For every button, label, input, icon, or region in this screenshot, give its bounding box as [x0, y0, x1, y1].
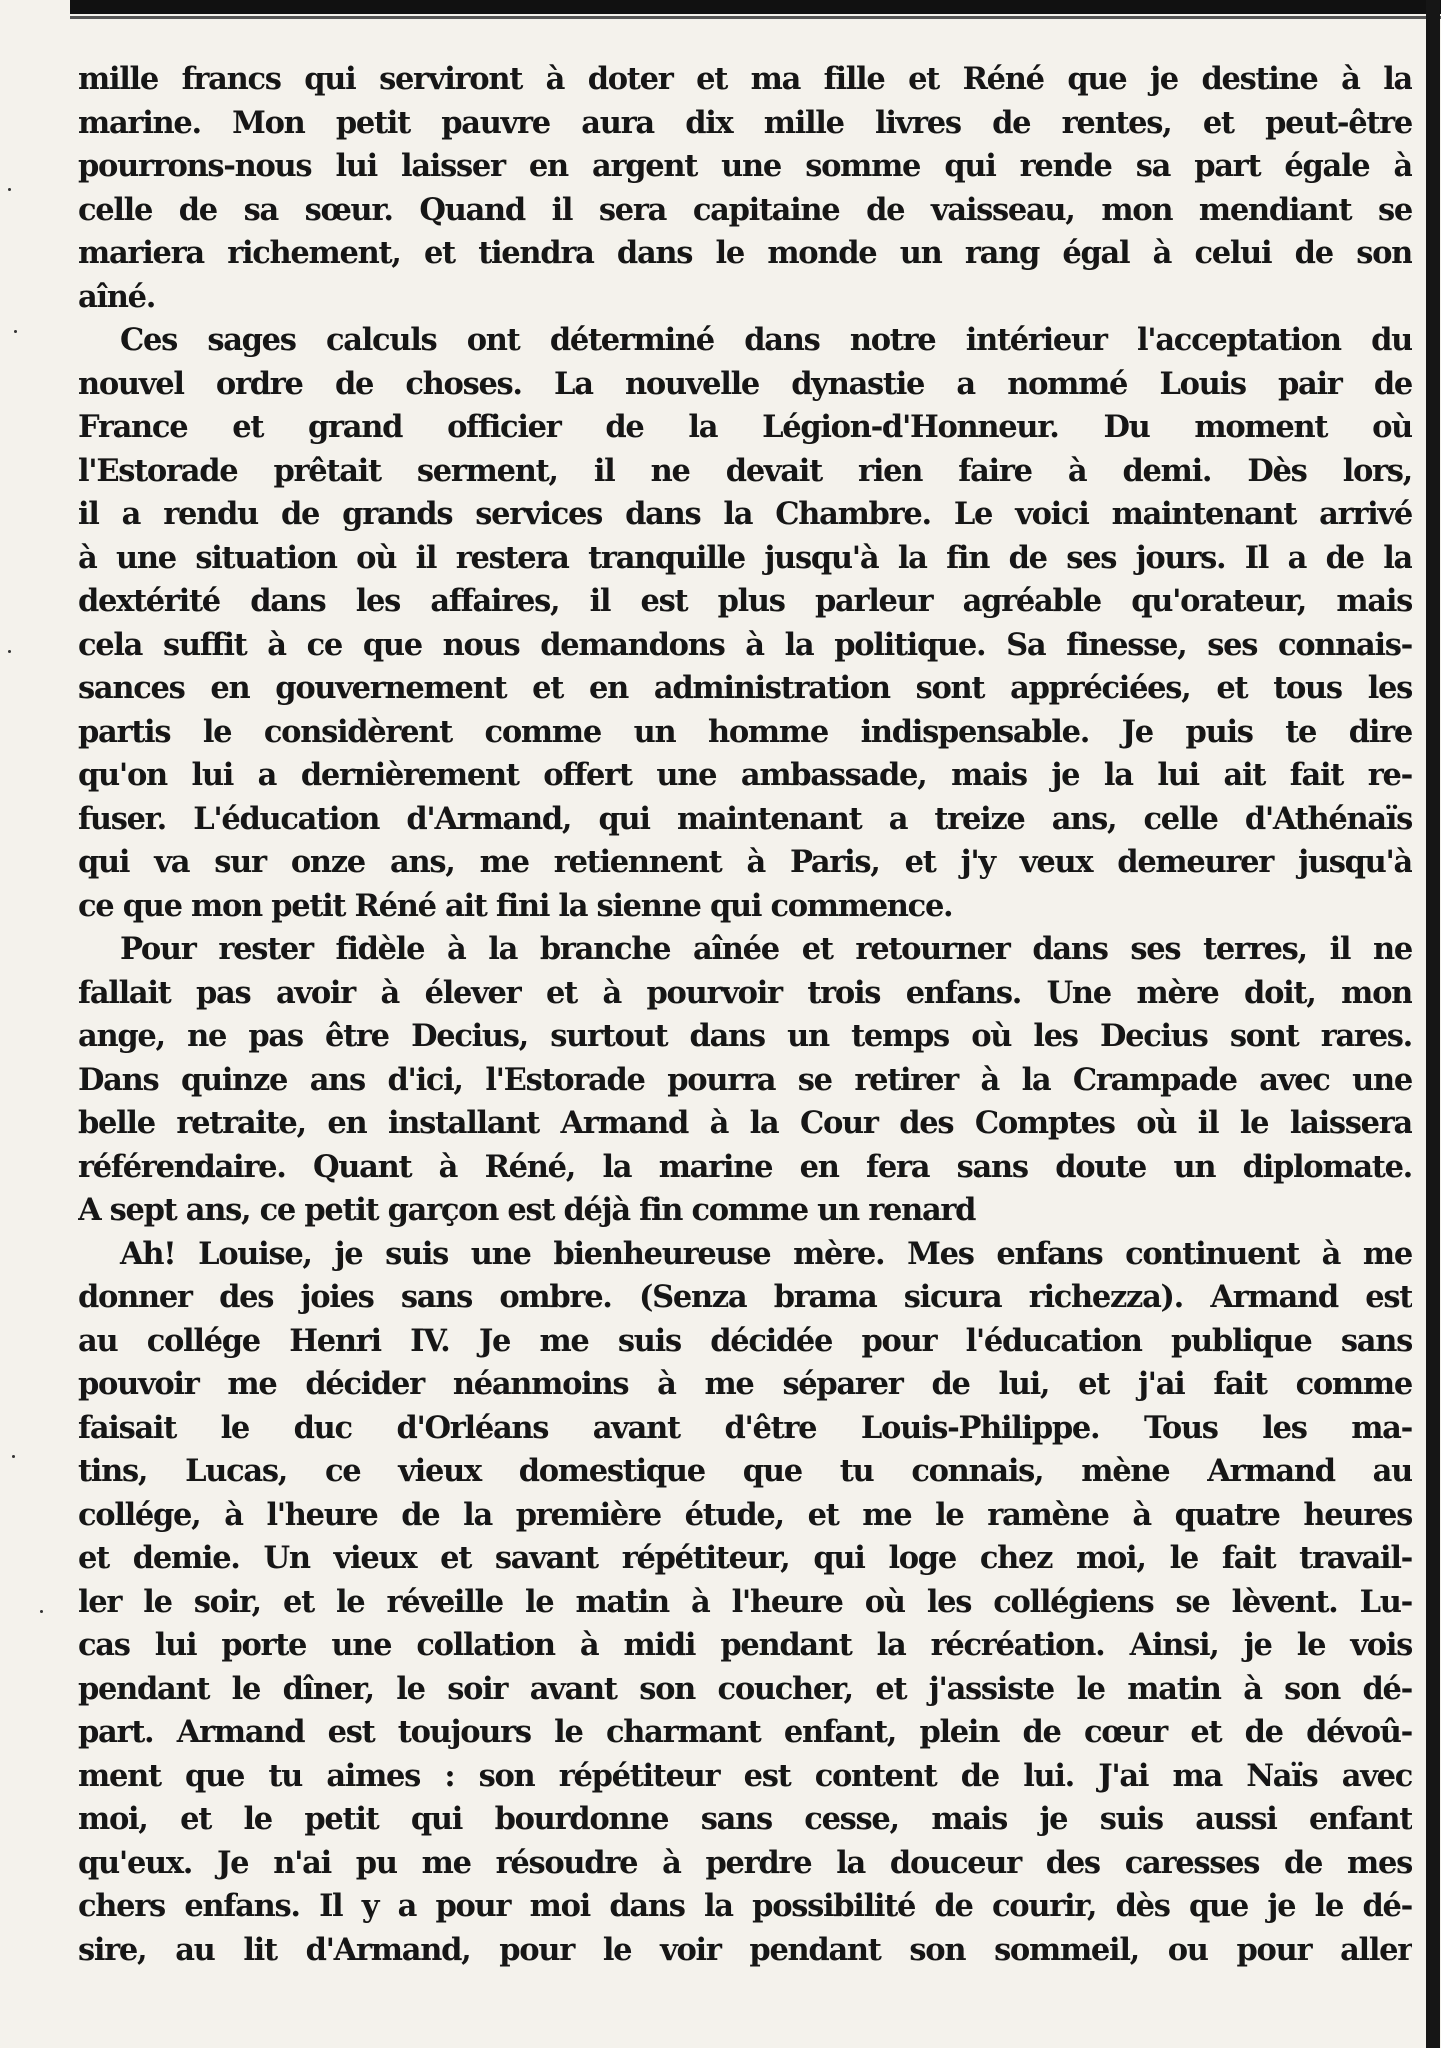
top-rule-thin — [70, 16, 1441, 19]
text-line: belle retraite, en installant Armand à la Cour des Comptes où il le laissera — [78, 1105, 1412, 1141]
text-line: Dans quinze ans d'ici, l'Estorade pourra se retirer à la Crampade avec une — [78, 1061, 1412, 1098]
text-line: ler le soir, et le réveille le matin à l'heure où les collégiens se lèvent. Lu- — [78, 1583, 1412, 1620]
text-line: mariera richement, et tiendra dans le monde un rang égal à celui de son — [78, 235, 1412, 271]
text-line: au collége Henri IV. Je me suis décidée pour l'éducation publique sans — [78, 1322, 1412, 1359]
text-line: dextérité dans les affaires, il est plus parleur agréable qu'orateur, mais — [78, 583, 1412, 619]
text-line: donner des joies sans ombre. (Senza brama sicura richezza). Armand est — [78, 1279, 1412, 1315]
paragraph-start-line: Pour rester fidèle à la branche aînée et retourner dans ses terres, il ne — [120, 931, 1412, 967]
text-line: part. Armand est toujours le charmant enfant, plein de cœur et de dévoû- — [78, 1714, 1412, 1750]
text-line: partis le considèrent comme un homme indispensable. Je puis te dire — [78, 713, 1412, 750]
text-line: marine. Mon petit pauvre aura dix mille livres de rentes, et peut-être — [78, 104, 1412, 141]
text-line: tins, Lucas, ce vieux domestique que tu connais, mène Armand au — [78, 1453, 1412, 1489]
text-line: mille francs qui serviront à doter et ma fille et Réné que je destine à la — [78, 61, 1412, 97]
text-line: celle de sa sœur. Quand il sera capitaine de vaisseau, mon mendiant se — [78, 191, 1412, 228]
text-line: qu'on lui a dernièrement offert une ambassade, mais je la lui ait fait re- — [78, 757, 1412, 793]
text-line: et demie. Un vieux et savant répétiteur, qui loge chez moi, le fait travail- — [78, 1540, 1412, 1576]
print-speck — [40, 1610, 43, 1613]
text-line: référendaire. Quant à Réné, la marine en fera sans doute un diplomate. — [78, 1148, 1412, 1185]
top-rule — [70, 0, 1441, 14]
text-column — [78, 58, 1412, 1972]
text-line: qui va sur onze ans, me retiennent à Paris, et j'y veux demeurer jusqu'à — [78, 844, 1412, 880]
text-line: ment que tu aimes : son répétiteur est content de lui. J'ai ma Naïs avec — [78, 1757, 1412, 1794]
text-line: France et grand officier de la Légion-d'Honneur. Du moment où — [78, 409, 1412, 445]
text-line: A sept ans, ce petit garçon est déjà fin comme un renard — [78, 1192, 976, 1228]
text-line: sances en gouvernement et en administration sont appréciées, et tous les — [78, 670, 1412, 706]
text-line: qu'eux. Je n'ai pu me résoudre à perdre la douceur des caresses de mes — [78, 1844, 1412, 1881]
text-line: l'Estorade prêtait serment, il ne devait rien faire à demi. Dès lors, — [78, 452, 1412, 489]
text-line: ce que mon petit Réné ait fini la sienne qui commence. — [78, 887, 953, 924]
text-line: moi, et le petit qui bourdonne sans cesse, mais je suis aussi enfant — [78, 1801, 1412, 1837]
text-line: sire, au lit d'Armand, pour le voir pendant son sommeil, ou pour aller — [78, 1931, 1412, 1968]
text-line: à une situation où il restera tranquille jusqu'à la fin de ses jours. Il a de la — [78, 539, 1412, 576]
text-line: cela suffit à ce que nous demandons à la politique. Sa finesse, ses connais- — [78, 626, 1412, 663]
print-speck — [8, 188, 11, 191]
text-line: nouvel ordre de choses. La nouvelle dynastie a nommé Louis pair de — [78, 365, 1412, 402]
print-speck — [8, 650, 11, 653]
text-line: aîné. — [78, 278, 156, 315]
text-line: collége, à l'heure de la première étude, et me le ramène à quatre heures — [78, 1496, 1412, 1533]
text-line: pendant le dîner, le soir avant son coucher, et j'assiste le matin à son dé- — [78, 1670, 1412, 1707]
text-line: fallait pas avoir à élever et à pourvoir trois enfans. Une mère doit, mon — [78, 974, 1412, 1011]
text-line: fuser. L'éducation d'Armand, qui maintenant a treize ans, celle d'Athénaïs — [78, 800, 1412, 837]
text-line: faisait le duc d'Orléans avant d'être Louis-Philippe. Tous les ma- — [78, 1409, 1412, 1446]
text-line: ange, ne pas être Decius, surtout dans un temps où les Decius sont rares. — [78, 1018, 1412, 1054]
text-line: il a rendu de grands services dans la Chambre. Le voici maintenant arrivé — [78, 496, 1412, 532]
text-line: chers enfans. Il y a pour moi dans la possibilité de courir, dès que je le dé- — [78, 1888, 1412, 1924]
text-line: pouvoir me décider néanmoins à me séparer de lui, et j'ai fait comme — [78, 1366, 1412, 1402]
text-line: pourrons-nous lui laisser en argent une somme qui rende sa part égale à — [78, 148, 1412, 184]
paragraph-start-line: Ces sages calculs ont déterminé dans notre intérieur l'acceptation du — [120, 322, 1412, 358]
print-speck — [12, 1455, 15, 1458]
print-speck — [14, 330, 17, 333]
right-margin-rule — [1426, 0, 1440, 2048]
text-line: cas lui porte une collation à midi pendant la récréation. Ainsi, je le vois — [78, 1627, 1412, 1663]
paragraph-start-line: Ah! Louise, je suis une bienheureuse mère. Mes enfans continuent à me — [120, 1235, 1412, 1272]
